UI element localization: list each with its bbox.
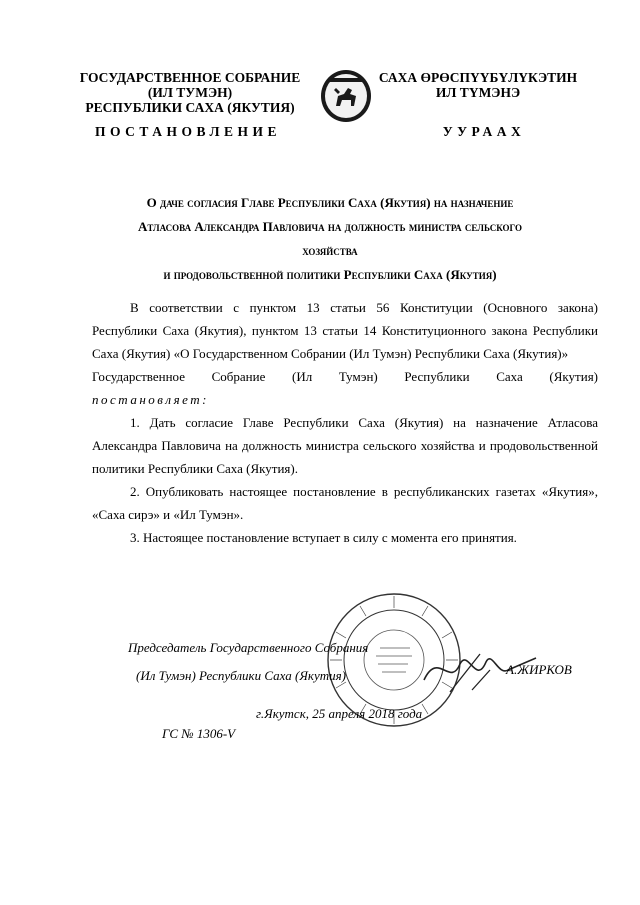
signer-name: А.ЖИРКОВ [506,662,572,677]
header-left-line2: (ИЛ ТУМЭН) [147,85,233,100]
title-line3: и продовольственной политики Республики Саха (Якутия) [163,267,497,282]
place-and-date: г.Якутск, 25 апреля 2018 года [256,706,423,721]
signer-position-line2: (Ил Тумэн) Республики Саха (Якутия) [136,668,346,683]
title-line1: О даче согласия Главе Республики Саха (Якутия) на назначение [146,195,514,210]
item-1: 1. Дать согласие Главе Республики Саха (Якутия) на назначение Атласова Александра Павловича на должность министра сельского хозяйства и продовольственной политики Республики Саха (Якутия). [92,415,598,476]
item-3: 3. Настоящее постановление вступает в силу с момента его принятия. [130,530,517,545]
header-left-block [70,70,310,115]
header-right-block [378,70,578,100]
signer-position-line1: Председатель Государственного Собрания [128,640,369,655]
title-line2: Атласова Александра Павловича на должность министра сельского хозяйства [137,219,523,258]
header-right-line2: ИЛ ТҮМЭНЭ [435,85,521,100]
doc-type-ru: ПОСТАНОВЛЕНИЕ [94,124,282,139]
document-number: ГС № 1306-V [162,726,236,741]
preamble-last-line: Государственное Собрание (Ил Тумэн) Республики Саха (Якутия) [92,369,598,384]
item-2: 2. Опубликовать настоящее постановление в республиканских газетах «Якутия», «Саха сирэ» и «Ил Тумэн». [92,484,598,522]
header-right-line1: САХА ӨРӨСПҮҮБҮЛҮКЭТИН [378,70,578,85]
header-left-line3: РЕСПУБЛИКИ САХА (ЯКУТИЯ) [85,100,295,115]
document-body [92,296,598,549]
preamble: В соответствии с пунктом 13 статьи 56 Конституции (Основного закона) Республики Саха (Якутия), пунктом 13 статьи 14 Конституционного закона Республики Саха (Якутия) «О Государственном Собрании (Ил Тумэн) Республики Саха (Якутия)» [92,300,598,361]
document-title [110,191,550,287]
resolves-word: постановляет: [92,392,209,407]
doc-type-sakha: УУРААХ [442,124,526,139]
header-left-line1: ГОСУДАРСТВЕННОЕ СОБРАНИЕ [79,70,301,85]
coat-of-arms-yakutia-icon [318,66,374,124]
